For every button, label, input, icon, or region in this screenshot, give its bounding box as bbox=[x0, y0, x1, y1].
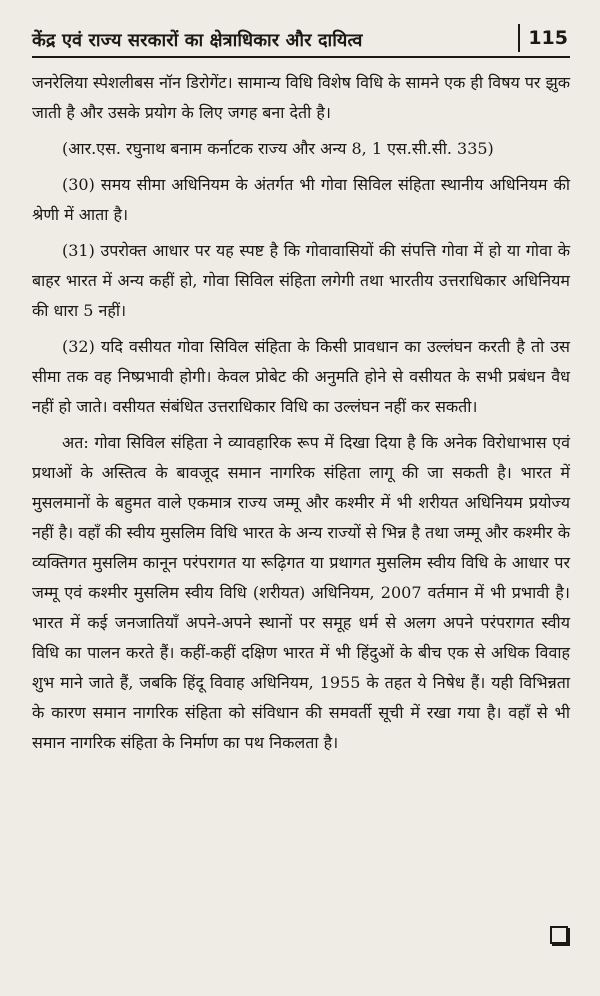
paragraph-conclusion: अत: गोवा सिविल संहिता ने व्यावहारिक रूप में दिखा दिया है कि अनेक विरोधाभास एवं प्रथाओं के अस्तित्व के बावजूद समान नागरिक संहिता लागू की जा सकती है। भारत में मुसलमानों के बहुमत वाले एकमात्र राज्य जम्मू और कश्मीर में भी शरीयत अधिनियम प्रयोज्य नहीं है। वहाँ की स्वीय मुसलिम विधि भारत के अन्य राज्यों से भिन्न है तथा जम्मू और कश्मीर के व्यक्तिगत मुसलिम कानून परंपरागत या रूढ़िगत या प्रथागत मुसलिम स्वीय विधि के आधार पर जम्मू एवं कश्मीर मुसलिम स्वीय विधि (शरीयत) अधिनियम, 2007 वर्तमान में भी प्रभावी है। भारत में कई जनजातियाँ अपने-अपने स्थानों पर समूह धर्म से अलग अपने परंपरागत स्वीय विधि का पालन करते हैं। कहीं-कहीं दक्षिण भारत में भी हिंदुओं के बीच एक से अधिक विवाह शुभ माने जाते हैं, जबकि हिंदू विवाह अधिनियम, 1955 के तहत ये निषेध हैं। यही विभिन्नता के कारण समान नागरिक संहिता को संविधान की समवर्ती सूची में रखा गया है। वहाँ से भी समान नागरिक संहिता के निर्माण का पथ निकलता है। bbox=[32, 433, 570, 752]
paragraph-continuation: जनरेलिया स्पेशलीबस नॉन डिरोगेंट। सामान्य विधि विशेष विधि के सामने एक ही विषय पर झुक जाती है और उसके प्रयोग के लिए जगह बना देती है। bbox=[32, 73, 570, 122]
page-number: 115 bbox=[518, 24, 568, 52]
paragraph-31: (31) उपरोक्त आधार पर यह स्पष्ट है कि गोवावासियों की संपत्ति गोवा में हो या गोवा के बाहर भारत में अन्य कहीं हो, गोवा सिविल संहिता लगेगी तथा भारतीय उत्तराधिकार अधिनियम की धारा 5 नहीं। bbox=[32, 241, 570, 320]
square-end-mark-icon bbox=[550, 926, 568, 944]
body-text bbox=[32, 68, 570, 758]
paragraph-32: (32) यदि वसीयत गोवा सिविल संहिता के किसी प्रावधान का उल्लंघन करती है तो उस सीमा तक वह निष्प्रभावी होगी। केवल प्रोबेट की अनुमति होने से वसीयत के सभी प्रबंधन वैध नहीं हो जाते। वसीयत संबंधित उत्तराधिकार विधि का उल्लंघन नहीं कर सकती। bbox=[32, 337, 570, 416]
page-header bbox=[32, 20, 570, 58]
paragraph-30: (30) समय सीमा अधिनियम के अंतर्गत भी गोवा सिविल संहिता स्थानीय अधिनियम की श्रेणी में आता है। bbox=[32, 175, 570, 224]
citation-line: (आर.एस. रघुनाथ बनाम कर्नाटक राज्य और अन्य 8, 1 एस.सी.सी. 335) bbox=[62, 139, 494, 158]
running-head: केंद्र एवं राज्य सरकारों का क्षेत्राधिकार और दायित्व bbox=[32, 30, 363, 51]
